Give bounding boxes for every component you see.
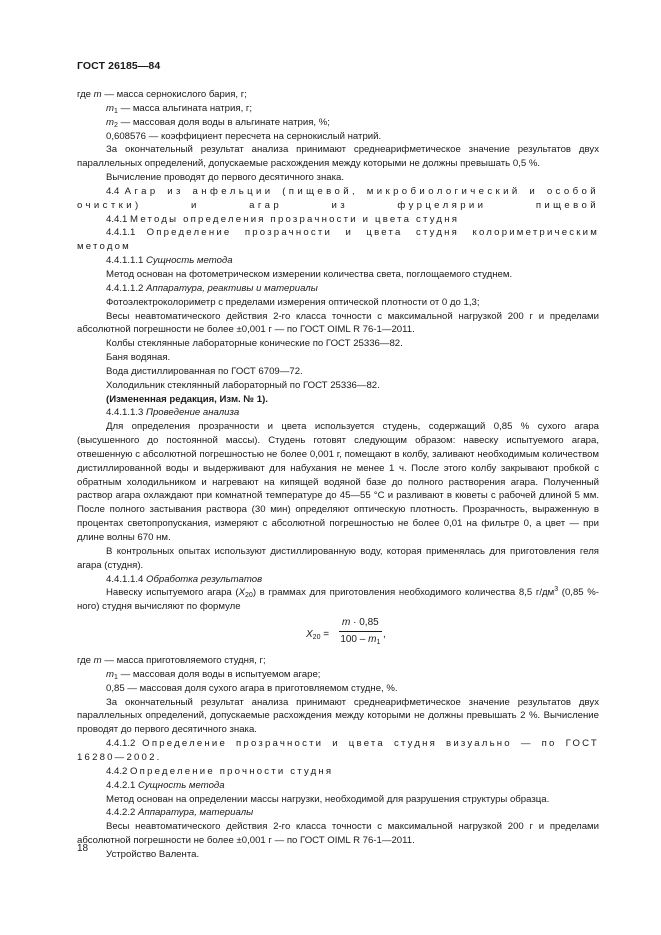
formula-denominator: $100 - m_1$ bbox=[340, 633, 381, 646]
paragraph: За окончательный результат анализа принимают среднеарифметическое значение результатов двух параллельных определений, допускаемые расхождения между которыми не должны превышать 0,5 %. bbox=[77, 144, 599, 170]
where-line: $m_1$ — масса альгината натрия, г; bbox=[106, 102, 253, 115]
where-line: где m — масса приготовляемого студня, г; bbox=[77, 655, 266, 667]
document-body bbox=[77, 88, 599, 862]
paragraph: Метод основан на определении массы нагрузки, необходимой для разрушения структуры образца. bbox=[106, 793, 550, 805]
formula-fraction bbox=[339, 616, 382, 647]
where-line: 0,608576 — коэффициент пересчета на сернокислый натрий. bbox=[106, 130, 382, 142]
paragraph: Баня водяная. bbox=[106, 352, 171, 364]
section-heading-4-4-2: 4.4.2 Определение прочности студня bbox=[106, 765, 334, 777]
paragraph: Вычисление проводят до первого десятичного знака. bbox=[106, 172, 344, 184]
section-heading-4-4-1: 4.4.1 Методы определения прозрачности и цвета студня bbox=[106, 213, 460, 225]
subsection-heading: 4.4.1.1.4 Обработка результатов bbox=[106, 573, 263, 585]
where-line: $m_2$ — массовая доля воды в альгинате натрия, %; bbox=[106, 116, 330, 129]
paragraph: Весы неавтоматического действия 2-го класса точности с максимальной нагрузкой 200 г и пределами абсолютной погрешности не более ±0,001 г — по ГОСТ OIML R 76-1—2011. bbox=[77, 821, 599, 847]
section-heading-4-4: 4.4 Агар из анфельции (пищевой, микробиологический и особой очистки) и агар из фурцелярии пищевой bbox=[77, 185, 599, 211]
amendment-note: (Измененная редакция, Изм. № 1). bbox=[106, 393, 268, 405]
formula: $X_{20}$ = $\frac{m \cdot 0,85}{100 - m_1}$ , bbox=[306, 617, 386, 646]
formula-lhs: $X_{20}$ = bbox=[306, 629, 330, 642]
subsection-heading: 4.4.2.2 Аппаратура, материалы bbox=[106, 807, 254, 819]
paragraph: За окончательный результат анализа принимают среднеарифметическое значение результатов двух параллельных определений, допускаемые расхождения между которыми не должны превышать 2 %. Вычисление проводят до первого десятичного знака. bbox=[77, 696, 599, 736]
subsection-heading: 4.4.1.1.2 Аппаратура, реактивы и материалы bbox=[106, 282, 318, 294]
subsection-heading: 4.4.1.1.3 Проведение анализа bbox=[106, 407, 240, 419]
subsection-heading: 4.4.2.1 Сущность метода bbox=[106, 779, 225, 791]
where-line: $m_1$ — массовая доля воды в испытуемом агаре; bbox=[106, 668, 321, 681]
paragraph: Метод основан на фотометрическом измерении количества света, поглощаемого студнем. bbox=[106, 268, 513, 280]
paragraph: Вода дистиллированная по ГОСТ 6709—72. bbox=[106, 365, 303, 377]
paragraph: Фотоэлектроколориметр с пределами измерения оптической плотности от 0 до 1,3; bbox=[106, 296, 480, 308]
subsection-heading: 4.4.1.1.1 Сущность метода bbox=[106, 255, 233, 267]
paragraph: Для определения прозрачности и цвета используется студень, содержащий 0,85 % сухого агара (высушенного до постоянной массы). Студень готовят следующим образом: навеску испытуемого агара, отвешенную с абсолютной погрешностью не более 0,001 г, помещают в колбу, заливают необходимым количеством дистиллированной воды и выдерживают для набухания не менее 1 ч. После этого колбу закрывают пробкой с обратным холодильником и нагревают на кипящей водяной базе до полного растворения агара. Полученный раствор агара охлаждают при комнатной температуре до 45—55 °С и разливают в кюветы с рабочей длиной 5 мм. После полного застывания раствора (30 мин) определяют оптическую плотность. Прозрачность, выраженную в процентах светопропускания, измеряют с абсолютной погрешностью не более 0,01 на фильтре 0, а цвет — при длине волны 670 нм. bbox=[77, 421, 599, 543]
section-heading-4-4-1-2: 4.4.1.2 Определение прозрачности и цвета студня визуально — по ГОСТ 16280—2002. bbox=[77, 738, 599, 763]
paragraph: В контрольных опытах используют дистиллированную воду, которая применялась для приготовления геля агара (студня). bbox=[77, 545, 599, 571]
where-line: 0,85 — массовая доля сухого агара в приготовляемом студне, %. bbox=[106, 682, 398, 694]
page-number: 18 bbox=[77, 843, 89, 854]
document-header: ГОСТ 26185—84 bbox=[77, 60, 161, 72]
paragraph: Колбы стеклянные лабораторные конические по ГОСТ 25336—82. bbox=[106, 338, 403, 350]
section-heading-4-4-1-1: 4.4.1.1 Определение прозрачности и цвета студня колориметрическим методом bbox=[77, 227, 599, 253]
paragraph: Устройство Валента. bbox=[106, 848, 200, 860]
paragraph: Холодильник стеклянный лабораторный по ГОСТ 25336—82. bbox=[106, 379, 380, 391]
paragraph: Навеску испытуемого агара $(X_{20})$ в граммах для приготовления необходимого количества 8,5 $г/дм^3$ (0,85 %-ного) студня вычисляют по формуле bbox=[77, 586, 599, 613]
paragraph: Весы неавтоматического действия 2-го класса точности с максимальной нагрузкой 200 г и пределами абсолютной погрешности не более ±0,001 г — по ГОСТ OIML R 76-1—2011. bbox=[77, 310, 599, 336]
formula-numerator: m · 0,85 bbox=[339, 616, 382, 632]
where-line: где m — масса сернокислого бария, г; bbox=[77, 89, 247, 100]
